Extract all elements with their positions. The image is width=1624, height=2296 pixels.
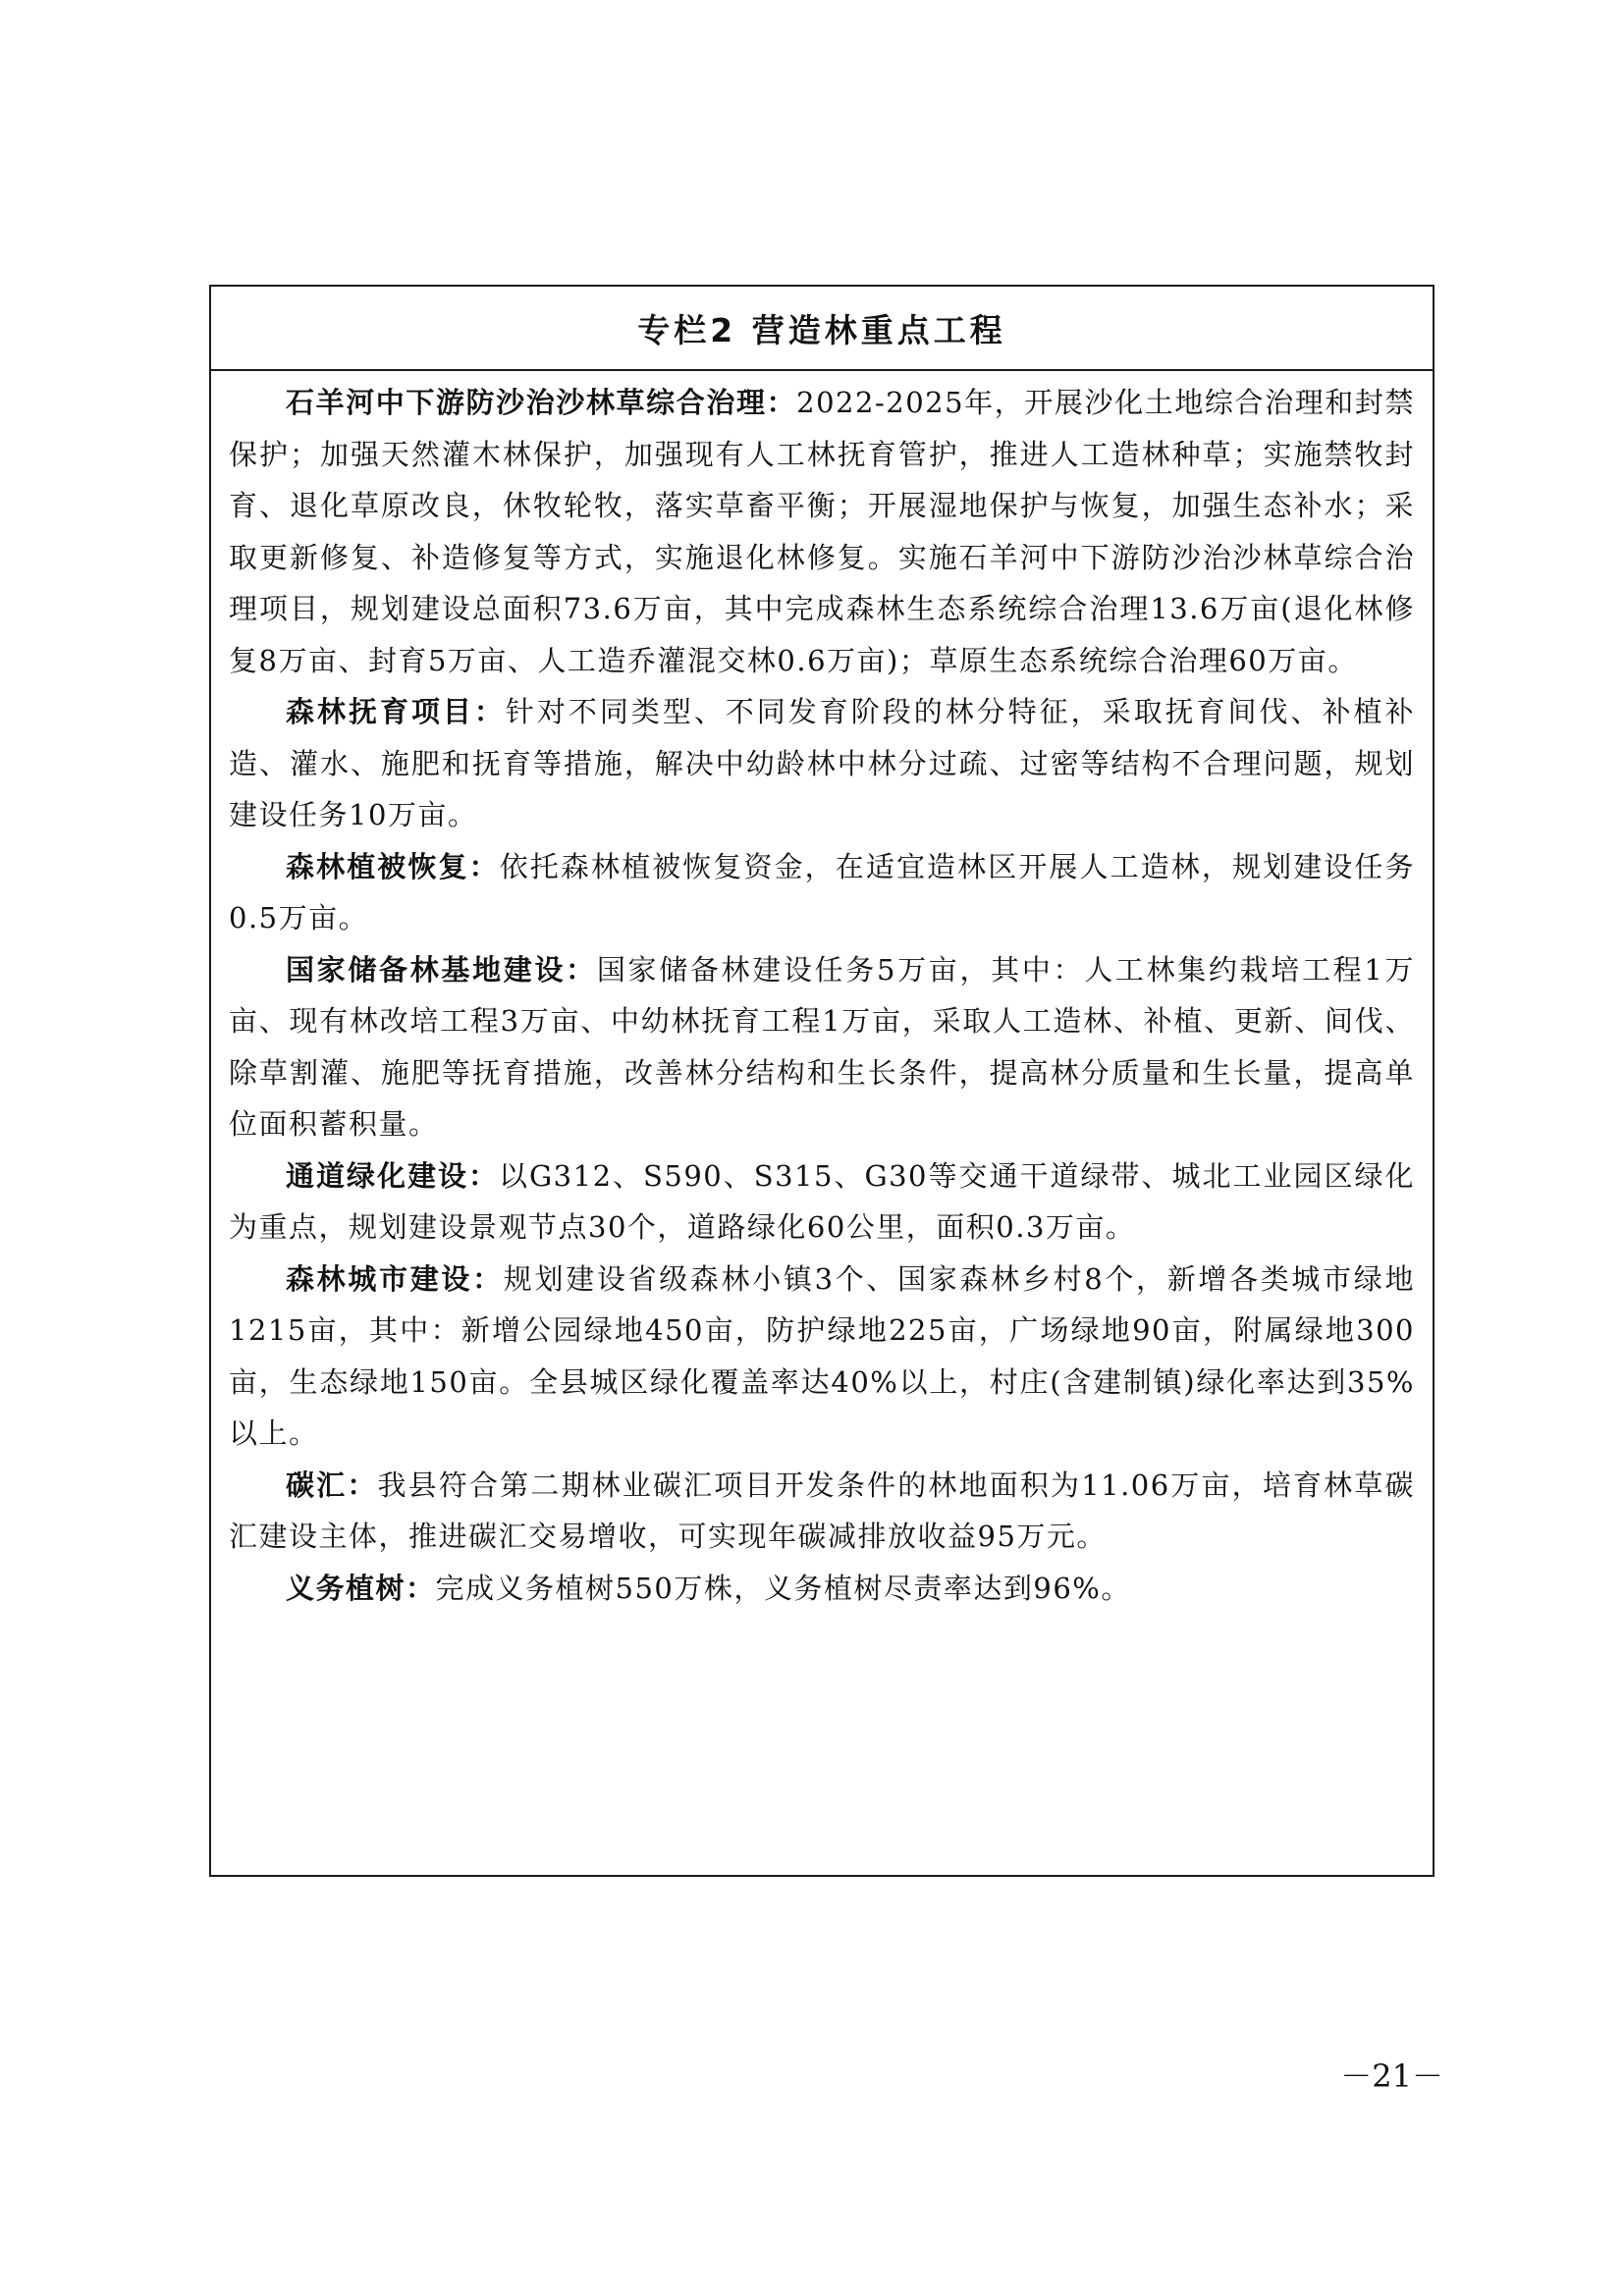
section-paragraph bbox=[229, 377, 1415, 686]
section-text: 完成义务植树550万株，义务植树尽责率达到96%。 bbox=[435, 1571, 1131, 1605]
section-lead: 森林植被恢复： bbox=[286, 849, 500, 883]
section-lead: 森林城市建设： bbox=[286, 1261, 504, 1296]
column-box bbox=[209, 285, 1435, 1877]
section-lead: 国家储备林基地建设： bbox=[286, 952, 597, 987]
section-text: 针对不同类型、不同发育阶段的林分特征，采取抚育间伐、补植补造、灌水、施肥和抚育等措施，解决中幼龄林中林分过疏、过密等结构不合理问题，规划建设任务10万亩。 bbox=[229, 695, 1415, 831]
section-paragraph bbox=[229, 1254, 1415, 1460]
column-body bbox=[211, 371, 1433, 1614]
section-paragraph bbox=[229, 1150, 1415, 1254]
column-title: 专栏2 营造林重点工程 bbox=[211, 287, 1433, 371]
section-paragraph bbox=[229, 1460, 1415, 1563]
section-paragraph bbox=[229, 686, 1415, 841]
section-paragraph bbox=[229, 841, 1415, 944]
section-lead: 通道绿化建设： bbox=[286, 1158, 499, 1193]
section-paragraph bbox=[229, 944, 1415, 1150]
section-lead: 石羊河中下游防沙治沙林草综合治理： bbox=[286, 386, 797, 419]
section-lead: 碳汇： bbox=[286, 1468, 378, 1502]
section-paragraph bbox=[229, 1563, 1415, 1615]
page-number: －21－ bbox=[1340, 2057, 1443, 2095]
section-text: 我县符合第二期林业碳汇项目开发条件的林地面积为11.06万亩，培育林草碳汇建设主体，推进碳汇交易增收，可实现年碳减排放收益95万元。 bbox=[229, 1468, 1415, 1553]
section-text: 规划建设省级森林小镇3个、国家森林乡村8个，新增各类城市绿地1215亩，其中：新增公园绿地450亩，防护绿地225亩，广场绿地90亩，附属绿地300亩，生态绿地150亩。全县城区绿化覆盖率达40%以上，村庄(含建制镇)绿化率达到35%以上。 bbox=[229, 1261, 1415, 1450]
section-text: 依托森林植被恢复资金，在适宜造林区开展人工造林，规划建设任务0.5万亩。 bbox=[229, 849, 1415, 934]
section-lead: 森林抚育项目： bbox=[286, 695, 506, 728]
section-text: 以G312、S590、S315、G30等交通干道绿带、城北工业园区绿化为重点，规划建设景观节点30个，道路绿化60公里，面积0.3万亩。 bbox=[229, 1158, 1415, 1244]
section-lead: 义务植树： bbox=[286, 1571, 436, 1605]
section-text: 2022-2025年，开展沙化土地综合治理和封禁保护；加强天然灌木林保护，加强现有人工林抚育管护，推进人工造林种草；实施禁牧封育、退化草原改良，休牧轮牧，落实草畜平衡；开展湿地保护与恢复，加强生态补水；采取更新修复、补造修复等方式，实施退化林修复。实施石羊河中下游防沙治沙林草综合治理项目，规划建设总面积73.6万亩，其中完成森林生态系统综合治理13.6万亩(退化林修复8万亩、封育5万亩、人工造乔灌混交林0.6万亩)；草原生态系统综合治理60万亩。 bbox=[229, 386, 1415, 677]
section-text: 国家储备林建设任务5万亩，其中：人工林集约栽培工程1万亩、现有林改培工程3万亩、中幼林抚育工程1万亩，采取人工造林、补植、更新、间伐、除草割灌、施肥等抚育措施，改善林分结构和生长条件，提高林分质量和生长量，提高单位面积蓄积量。 bbox=[229, 952, 1415, 1141]
